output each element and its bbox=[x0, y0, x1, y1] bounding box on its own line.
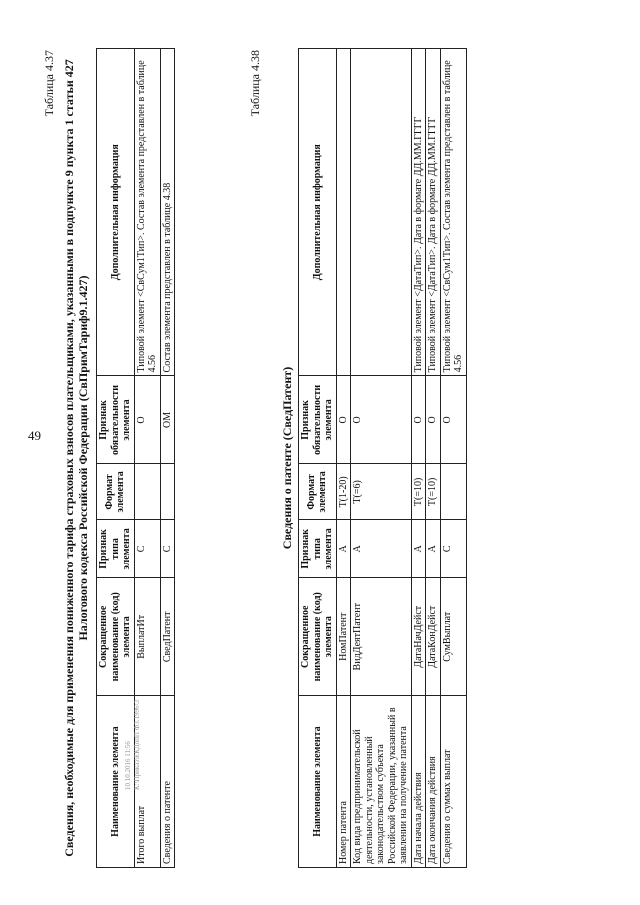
element-info: Типовой элемент <СвСум1Тип>. Состав элемента представлен в таблице 4.56 bbox=[440, 49, 466, 376]
element-type: С bbox=[134, 520, 160, 578]
element-info: Типовой элемент <ДатаТип>. Дата в формате ДД.ММ.ГГГГ bbox=[411, 49, 426, 376]
element-name: Сведения о патенте bbox=[160, 696, 175, 868]
element-required: ОМ bbox=[160, 376, 175, 464]
header-cell: Формат элемента bbox=[299, 464, 337, 520]
element-type: А bbox=[336, 520, 351, 578]
element-code: СумВыплат bbox=[440, 578, 466, 696]
element-required: О bbox=[440, 376, 466, 464]
element-name: Итого выплат bbox=[134, 696, 160, 868]
element-type: А bbox=[351, 520, 412, 578]
element-name: Дата окончания действия bbox=[426, 696, 441, 868]
table-row bbox=[336, 49, 351, 868]
element-required: О bbox=[134, 376, 160, 464]
element-name: Дата начала действия bbox=[411, 696, 426, 868]
table-row bbox=[440, 49, 466, 868]
header-cell: Наименование элемента bbox=[299, 696, 337, 868]
margin-stamp bbox=[124, 700, 142, 790]
table-row bbox=[351, 49, 412, 868]
element-code: ДатаНачДейст bbox=[411, 578, 426, 696]
element-format: Т(1-20) bbox=[336, 464, 351, 520]
table-row bbox=[426, 49, 441, 868]
header-cell: Сокращенное наименование (код) элемента bbox=[97, 578, 135, 696]
header-cell: Формат элемента bbox=[97, 464, 135, 520]
table-4-38-number: Таблица 4.38 bbox=[248, 50, 262, 117]
header-cell: Наименование элемента bbox=[97, 696, 135, 868]
header-cell: Дополнительная информация bbox=[97, 49, 135, 376]
element-required: О bbox=[351, 376, 412, 464]
table-4-37-title: Сведения, необходимые для применения пониженного тарифа страховых взносов плательщиками, указанными в подпункте 9 пункта 1 статьи 427 Налогового кодекса Российской Федерации (СвПримТариф9.1.427) bbox=[62, 59, 90, 857]
table-row bbox=[411, 49, 426, 868]
element-format: Т(=10) bbox=[426, 464, 441, 520]
header-cell: Признак обязательности элемента bbox=[97, 376, 135, 464]
element-info bbox=[351, 49, 412, 376]
element-code: ВыплатИт bbox=[134, 578, 160, 696]
table-row bbox=[160, 49, 175, 868]
header-cell: Сокращенное наименование (код) элемента bbox=[299, 578, 337, 696]
header-cell: Дополнительная информация bbox=[299, 49, 337, 376]
element-code: СведПатент bbox=[160, 578, 175, 696]
table-4-38-title: Сведения о патенте (СведПатент) bbox=[280, 366, 294, 550]
element-code: НомПатент bbox=[336, 578, 351, 696]
table-header-row bbox=[299, 49, 337, 868]
element-info bbox=[336, 49, 351, 376]
element-required: О bbox=[336, 376, 351, 464]
header-cell: Признак типа элемента bbox=[299, 520, 337, 578]
header-cell: Признак обязательности элемента bbox=[299, 376, 337, 464]
element-name: Номер патента bbox=[336, 696, 351, 868]
element-type: А bbox=[411, 520, 426, 578]
header-cell: Признак типа элемента bbox=[97, 520, 135, 578]
element-format: Т(=10) bbox=[411, 464, 426, 520]
element-required: О bbox=[411, 376, 426, 464]
element-name: Код вида предпринимательской деятельности, установленный законодательством субъекта Российской Федерации, указанный в заявлении на получение патента bbox=[351, 696, 412, 868]
element-required: О bbox=[426, 376, 441, 464]
element-type: С bbox=[440, 520, 466, 578]
element-info: Типовой элемент <ДатаТип>. Дата в формате ДД.ММ.ГГГГ bbox=[426, 49, 441, 376]
element-format bbox=[160, 464, 175, 520]
element-name: Сведения о суммах выплат bbox=[440, 696, 466, 868]
element-format: Т(=6) bbox=[351, 464, 412, 520]
stamp-line: 10.10.2016 11:56 bbox=[124, 741, 132, 790]
element-type: С bbox=[160, 520, 175, 578]
table-4-38 bbox=[298, 48, 467, 868]
element-code: ВидДеятПатент bbox=[351, 578, 412, 696]
table-4-37-number: Таблица 4.37 bbox=[42, 50, 56, 117]
element-format bbox=[134, 464, 160, 520]
element-format bbox=[440, 464, 466, 520]
element-info: Состав элемента представлен в таблице 4.38 bbox=[160, 49, 175, 376]
stamp-line: К:\Приказ\ЕКДопП Ф3.1996\3 bbox=[133, 700, 141, 790]
element-info: Типовой элемент <СвСум1Тип>. Состав элемента представлен в таблице 4.56 bbox=[134, 49, 160, 376]
element-type: А bbox=[426, 520, 441, 578]
page-number: 49 bbox=[28, 428, 41, 443]
element-code: ДатаКонДейст bbox=[426, 578, 441, 696]
